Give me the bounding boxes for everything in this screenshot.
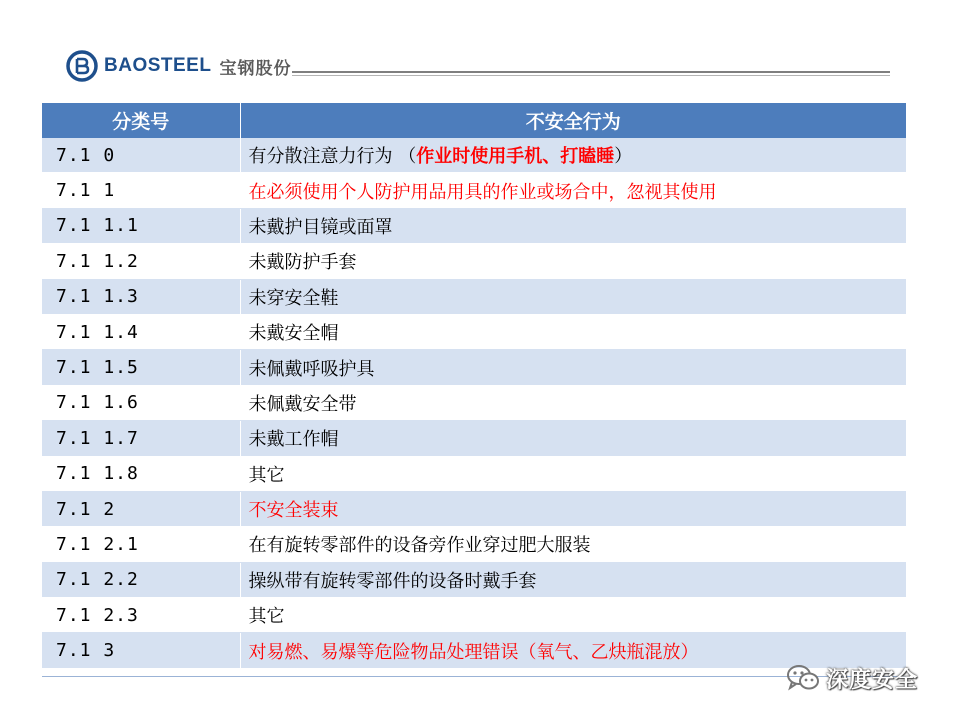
table-row bbox=[42, 208, 906, 243]
behavior-text: 未戴防护手套 bbox=[248, 252, 357, 274]
column-header-behavior: 不安全行为 bbox=[240, 103, 906, 138]
behavior-text: 未戴安全帽 bbox=[248, 323, 339, 345]
table-row bbox=[42, 456, 906, 491]
behavior-description-cell bbox=[240, 173, 906, 208]
behavior-text: 在有旋转零部件的设备旁作业穿过肥大服装 bbox=[248, 535, 591, 557]
behavior-description-cell bbox=[240, 491, 906, 526]
behavior-text: 未佩戴呼吸护具 bbox=[248, 358, 375, 380]
category-code-cell: 7.1 3 bbox=[42, 633, 240, 668]
table-row bbox=[42, 173, 906, 208]
table-row bbox=[42, 138, 906, 173]
highlighted-behavior-text: 在必须使用个人防护用品用具的作业或场合中，忽视其使用 bbox=[248, 181, 717, 203]
behavior-description-cell bbox=[240, 350, 906, 385]
behavior-description-cell bbox=[240, 244, 906, 279]
behavior-text: 其它 bbox=[248, 464, 285, 486]
behavior-text: 其它 bbox=[248, 606, 285, 628]
table-row bbox=[42, 562, 906, 597]
table-row bbox=[42, 491, 906, 526]
category-code-cell: 7.1 1.7 bbox=[42, 421, 240, 456]
brand-name-cn: 宝钢股份 bbox=[219, 58, 292, 79]
category-code-cell: 7.1 1.4 bbox=[42, 314, 240, 349]
behavior-description-cell bbox=[240, 456, 906, 491]
watermark-text: 深度安全 bbox=[826, 667, 919, 693]
behavior-description-cell bbox=[240, 138, 906, 173]
highlighted-behavior-text: 对易燃、易爆等危险物品处理错误（氧气、乙炔瓶混放） bbox=[248, 641, 699, 663]
behavior-description-cell bbox=[240, 385, 906, 420]
behavior-description-cell bbox=[240, 562, 906, 597]
watermark bbox=[786, 660, 918, 696]
category-code-cell: 7.1 1.3 bbox=[42, 279, 240, 314]
highlighted-behavior-text: 不安全装束 bbox=[248, 500, 339, 522]
category-code-cell: 7.1 1.2 bbox=[42, 244, 240, 279]
table-row bbox=[42, 633, 906, 668]
baosteel-logo-icon bbox=[66, 50, 98, 82]
category-code-cell: 7.1 2.2 bbox=[42, 562, 240, 597]
behavior-description-cell bbox=[240, 527, 906, 562]
behavior-text: 有分散注意力行为 （ bbox=[248, 146, 417, 168]
behavior-text: 操纵带有旋转零部件的设备时戴手套 bbox=[248, 570, 537, 592]
category-code-cell: 7.1 1.6 bbox=[42, 385, 240, 420]
behavior-description-cell bbox=[240, 598, 906, 633]
wechat-icon bbox=[786, 663, 820, 693]
behavior-text: 未佩戴安全带 bbox=[248, 393, 357, 415]
header-divider bbox=[292, 71, 890, 73]
category-code-cell: 7.1 1.1 bbox=[42, 208, 240, 243]
table-row bbox=[42, 244, 906, 279]
table-row bbox=[42, 350, 906, 385]
category-code-cell: 7.1 1.5 bbox=[42, 350, 240, 385]
category-code-cell: 7.1 2 bbox=[42, 491, 240, 526]
category-code-cell: 7.1 1.8 bbox=[42, 456, 240, 491]
category-code-cell: 7.1 1 bbox=[42, 173, 240, 208]
behavior-description-cell bbox=[240, 279, 906, 314]
table-row bbox=[42, 385, 906, 420]
category-code-cell: 7.1 2.1 bbox=[42, 527, 240, 562]
column-header-code: 分类号 bbox=[42, 103, 240, 138]
unsafe-behavior-table bbox=[42, 103, 906, 669]
table-bottom-border bbox=[42, 676, 906, 677]
table-row bbox=[42, 598, 906, 633]
category-code-cell: 7.1 0 bbox=[42, 138, 240, 173]
table-row bbox=[42, 314, 906, 349]
behavior-text: 未戴工作帽 bbox=[248, 429, 339, 451]
behavior-description-cell bbox=[240, 421, 906, 456]
company-header bbox=[66, 48, 291, 84]
behavior-description-cell bbox=[240, 208, 906, 243]
table-header-row bbox=[42, 103, 906, 138]
table-row bbox=[42, 421, 906, 456]
behavior-text: 未戴护目镜或面罩 bbox=[248, 216, 393, 238]
highlighted-behavior-text: 作业时使用手机、打瞌睡 bbox=[416, 146, 615, 168]
brand-name: BAOSTEEL bbox=[104, 55, 212, 76]
behavior-text: 未穿安全鞋 bbox=[248, 287, 339, 309]
table-body bbox=[42, 138, 906, 668]
table-row bbox=[42, 527, 906, 562]
behavior-description-cell bbox=[240, 314, 906, 349]
header-divider-thin bbox=[292, 75, 890, 76]
table-row bbox=[42, 279, 906, 314]
category-code-cell: 7.1 2.3 bbox=[42, 598, 240, 633]
behavior-text: ） bbox=[614, 146, 633, 168]
